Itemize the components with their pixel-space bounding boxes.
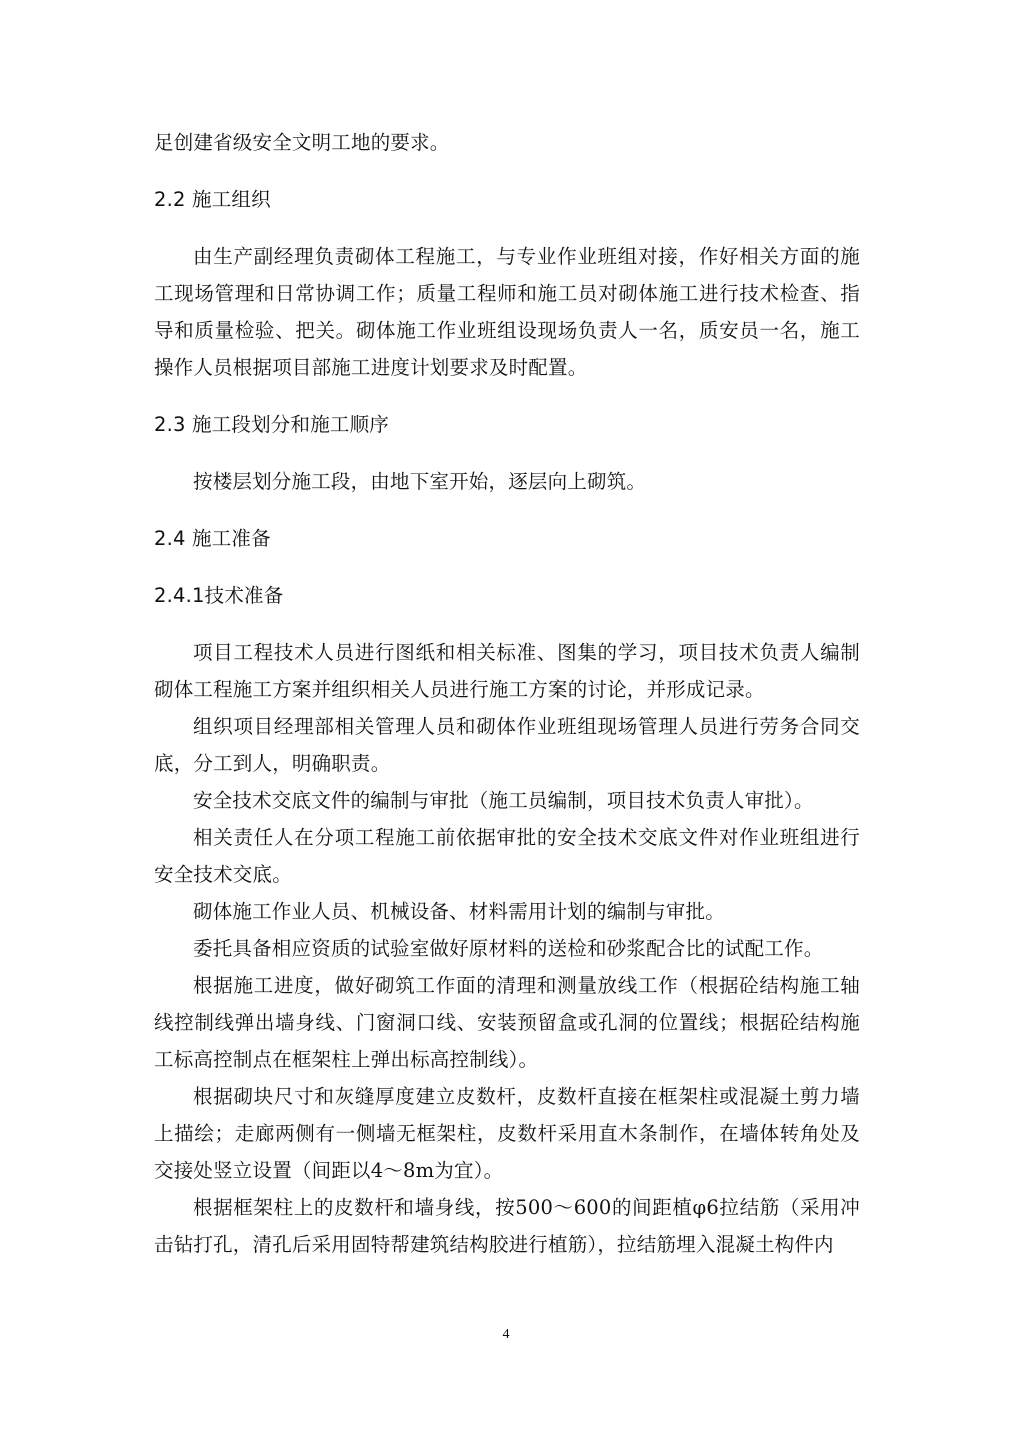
page-number: 4 (502, 1327, 510, 1342)
section-heading-2-3: 2.3 施工段划分和施工顺序 (154, 413, 390, 436)
intro-paragraph: 足创建省级安全文明工地的要求。 (154, 131, 450, 154)
paragraph-item: 根据施工进度，做好砌筑工作面的清理和测量放线工作（根据砼结构施工轴线控制线弹出墙身线、门窗洞口线、安装预留盒或孔洞的位置线；根据砼结构施工标高控制点在框架柱上弹出标高控制线）。 (154, 974, 860, 1071)
paragraph-item: 安全技术交底文件的编制与审批（施工员编制，项目技术负责人审批）。 (193, 789, 814, 812)
section-heading-2-4: 2.4 施工准备 (154, 527, 271, 550)
paragraph-item: 根据砌块尺寸和灰缝厚度建立皮数杆，皮数杆直接在框架柱或混凝土剪力墙上描绘；走廊两侧有一侧墙无框架柱，皮数杆采用直木条制作，在墙体转角处及交接处竖立设置（间距以4～8m为宜）。 (154, 1085, 860, 1182)
paragraph-item: 项目工程技术人员进行图纸和相关标准、图集的学习，项目技术负责人编制砌体工程施工方案并组织相关人员进行施工方案的讨论，并形成记录。 (154, 641, 860, 701)
paragraph-2-3: 按楼层划分施工段，由地下室开始，逐层向上砌筑。 (193, 470, 647, 493)
paragraph-2-2: 由生产副经理负责砌体工程施工，与专业作业班组对接，作好相关方面的施工现场管理和日常协调工作；质量工程师和施工员对砌体施工进行技术检查、指导和质量检验、把关。砌体施工作业班组设现场负责人一名，质安员一名，施工操作人员根据项目部施工进度计划要求及时配置。 (154, 245, 860, 379)
paragraph-item: 组织项目经理部相关管理人员和砌体作业班组现场管理人员进行劳务合同交底，分工到人，明确职责。 (154, 715, 860, 775)
document-body (154, 124, 860, 1263)
paragraph-item: 委托具备相应资质的试验室做好原材料的送检和砂浆配合比的试配工作。 (193, 937, 824, 960)
section-heading-2-2: 2.2 施工组织 (154, 188, 271, 211)
paragraph-item: 根据框架柱上的皮数杆和墙身线，按500～600的间距植φ6拉结筋（采用冲击钻打孔，清孔后采用固特帮建筑结构胶进行植筋），拉结筋埋入混凝土构件内 (154, 1196, 860, 1256)
paragraph-item: 砌体施工作业人员、机械设备、材料需用计划的编制与审批。 (193, 900, 725, 923)
section-heading-2-4-1: 2.4.1技术准备 (154, 584, 284, 607)
paragraph-item: 相关责任人在分项工程施工前依据审批的安全技术交底文件对作业班组进行安全技术交底。 (154, 826, 860, 886)
